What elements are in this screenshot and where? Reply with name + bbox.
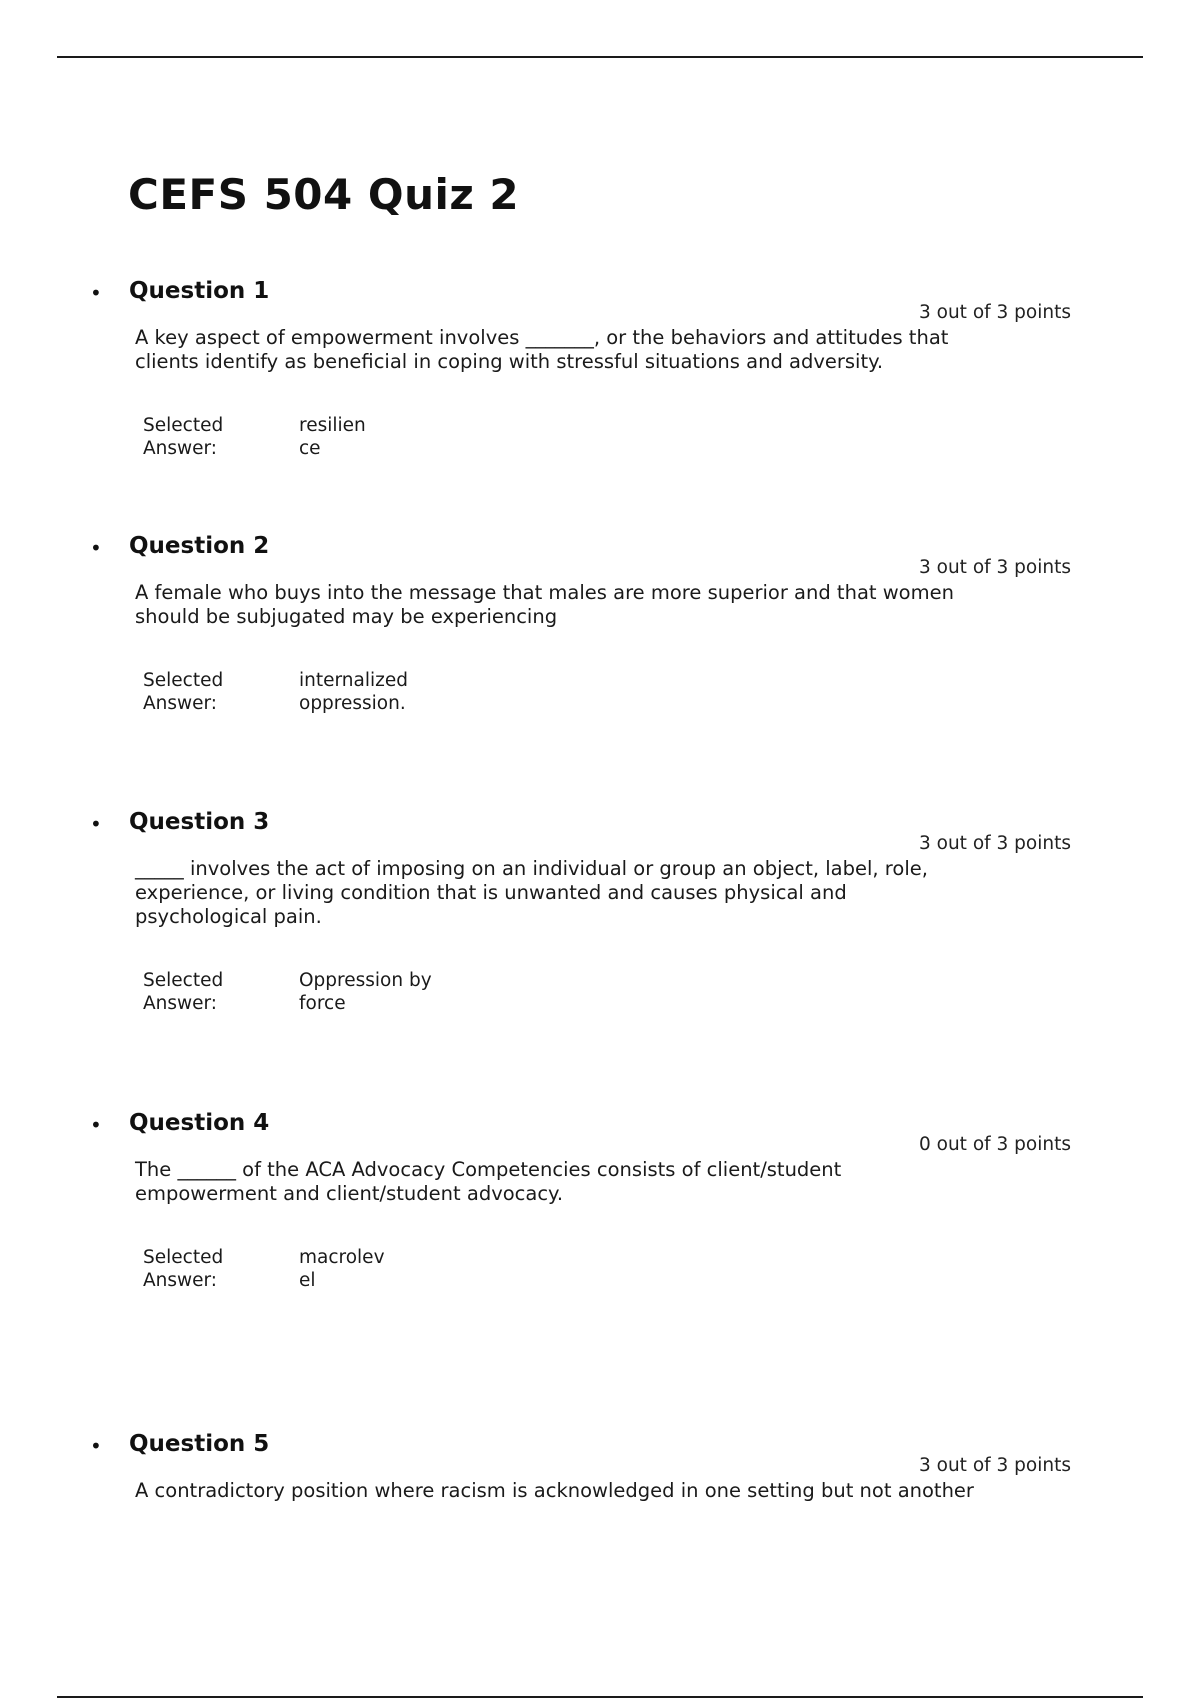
bottom-divider — [57, 1696, 1143, 1698]
answer-value: macrolevel — [299, 1247, 385, 1291]
answer-label: Selected Answer: — [143, 415, 224, 459]
answer-label: Selected Answer: — [143, 670, 224, 714]
question-heading: Question 1 — [129, 278, 270, 304]
top-divider — [57, 56, 1143, 58]
bullet: • — [90, 1434, 102, 1458]
bullet: • — [90, 536, 102, 560]
question-heading: Question 4 — [129, 1110, 270, 1136]
question-points: 3 out of 3 points — [918, 833, 1071, 854]
answer-value: internalized oppression. — [299, 670, 408, 714]
answer-label: Selected Answer: — [143, 1247, 224, 1291]
bullet: • — [90, 1113, 102, 1137]
question-heading: Question 5 — [129, 1431, 270, 1457]
bullet: • — [90, 281, 102, 305]
question-points: 3 out of 3 points — [918, 1455, 1071, 1476]
question-text: A key aspect of empowerment involves _______, or the behaviors and attitudes that clients identify as beneficial in coping with stressful situations and adversity. — [135, 326, 949, 373]
question-points: 3 out of 3 points — [918, 557, 1071, 578]
page-title: CEFS 504 Quiz 2 — [128, 170, 520, 219]
question-text: A female who buys into the message that males are more superior and that women should be subjugated may be experiencing — [135, 581, 954, 628]
question-text: _____ involves the act of imposing on an individual or group an object, label, role, experience, or living condition that is unwanted and causes physical and psychological pain. — [135, 857, 928, 928]
question-text: The ______ of the ACA Advocacy Competencies consists of client/student empowerment and client/student advocacy. — [135, 1158, 842, 1205]
question-points: 3 out of 3 points — [918, 302, 1071, 323]
answer-value: resilience — [299, 415, 366, 459]
question-heading: Question 3 — [129, 809, 270, 835]
answer-label: Selected Answer: — [143, 970, 224, 1014]
bullet: • — [90, 812, 102, 836]
question-heading: Question 2 — [129, 533, 270, 559]
question-text: A contradictory position where racism is acknowledged in one setting but not another — [135, 1479, 974, 1502]
question-points: 0 out of 3 points — [918, 1134, 1071, 1155]
answer-value: Oppression by force — [299, 970, 432, 1014]
